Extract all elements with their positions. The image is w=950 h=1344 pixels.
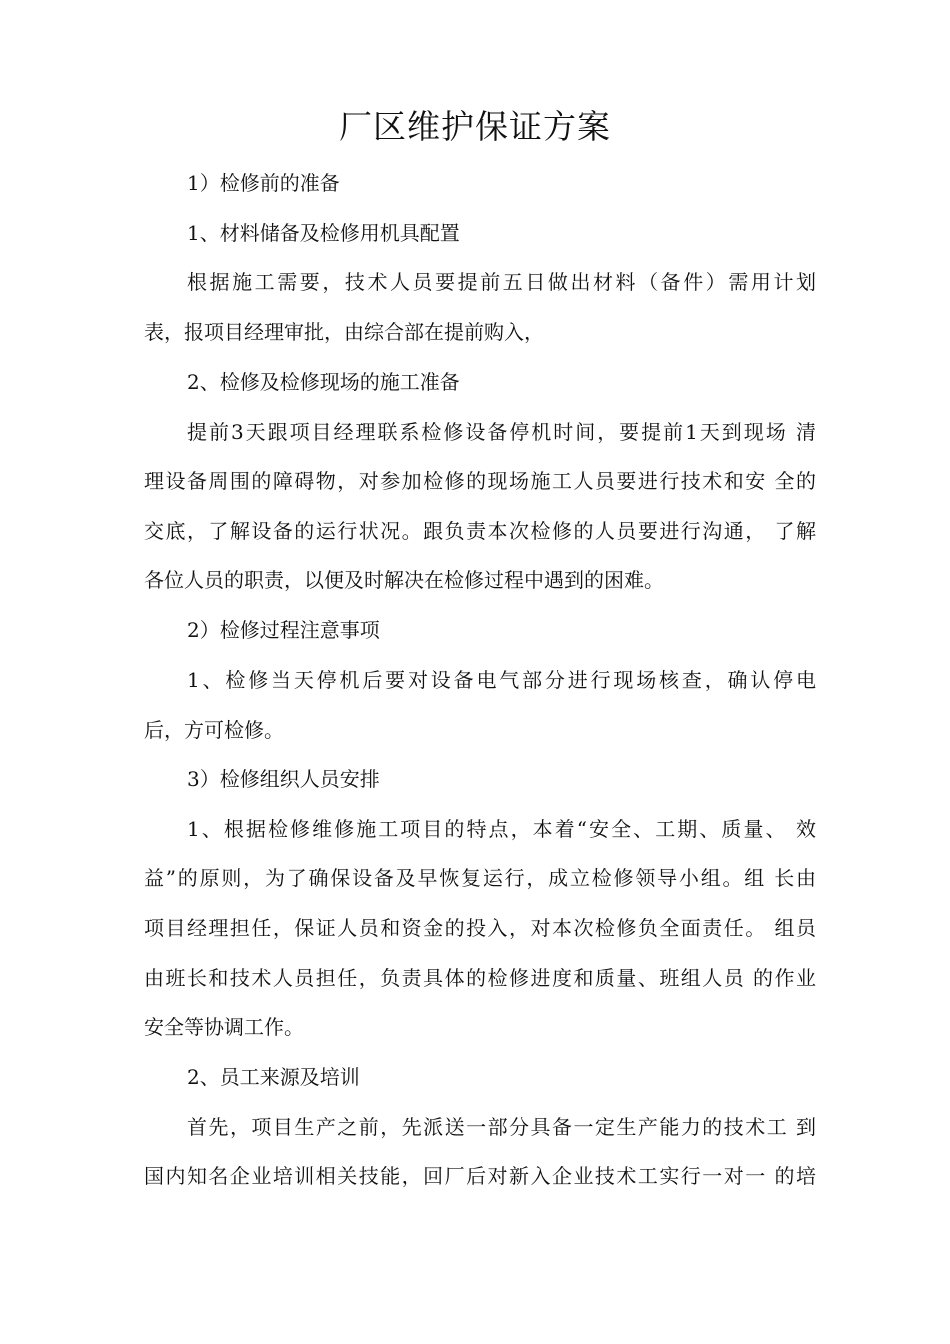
paragraph-line: 项目经理担任，保证人员和资金的投入，对本次检修负全面责任。 组员: [144, 916, 816, 940]
paragraph-line: 国内知名企业培训相关技能，回厂后对新入企业技术工实行一对一 的培: [144, 1164, 816, 1188]
paragraph-line: 1、检修当天停机后要对设备电气部分进行现场核查，确认停电: [187, 668, 816, 692]
paragraph-line: 后，方可检修。: [144, 718, 284, 742]
paragraph-line: 提前3天跟项目经理联系检修设备停机时间，要提前1天到现场 清: [187, 420, 816, 444]
paragraph-line: 表，报项目经理审批，由综合部在提前购入，: [144, 320, 544, 344]
paragraph-line: 各位人员的职责，以便及时解决在检修过程中遇到的困难。: [144, 568, 664, 592]
paragraph-line: 1、根据检修维修施工项目的特点，本着“安全、工期、质量、 效: [187, 817, 816, 841]
subsection-heading: 2、员工来源及培训: [187, 1065, 360, 1089]
subsection-heading: 2、检修及检修现场的施工准备: [187, 370, 460, 394]
document-title: 厂区维护保证方案: [339, 107, 611, 146]
section-heading-3: 3）检修组织人员安排: [187, 767, 380, 791]
section-heading-1: 1）检修前的准备: [187, 171, 340, 195]
paragraph-line: 安全等协调工作。: [144, 1015, 304, 1039]
paragraph-line: 理设备周围的障碍物，对参加检修的现场施工人员要进行技术和安 全的: [144, 469, 816, 493]
section-heading-2: 2）检修过程注意事项: [187, 618, 380, 642]
paragraph-line: 益”的原则，为了确保设备及早恢复运行，成立检修领导小组。组 长由: [144, 866, 816, 890]
paragraph-line: 由班长和技术人员担任，负责具体的检修进度和质量、班组人员 的作业: [144, 966, 816, 990]
subsection-heading: 1、材料储备及检修用机具配置: [187, 221, 460, 245]
paragraph-line: 根据施工需要，技术人员要提前五日做出材料（备件）需用计划: [187, 270, 816, 294]
paragraph-line: 交底，了解设备的运行状况。跟负责本次检修的人员要进行沟通， 了解: [144, 519, 816, 543]
paragraph-line: 首先，项目生产之前，先派送一部分具备一定生产能力的技术工 到: [187, 1115, 816, 1139]
